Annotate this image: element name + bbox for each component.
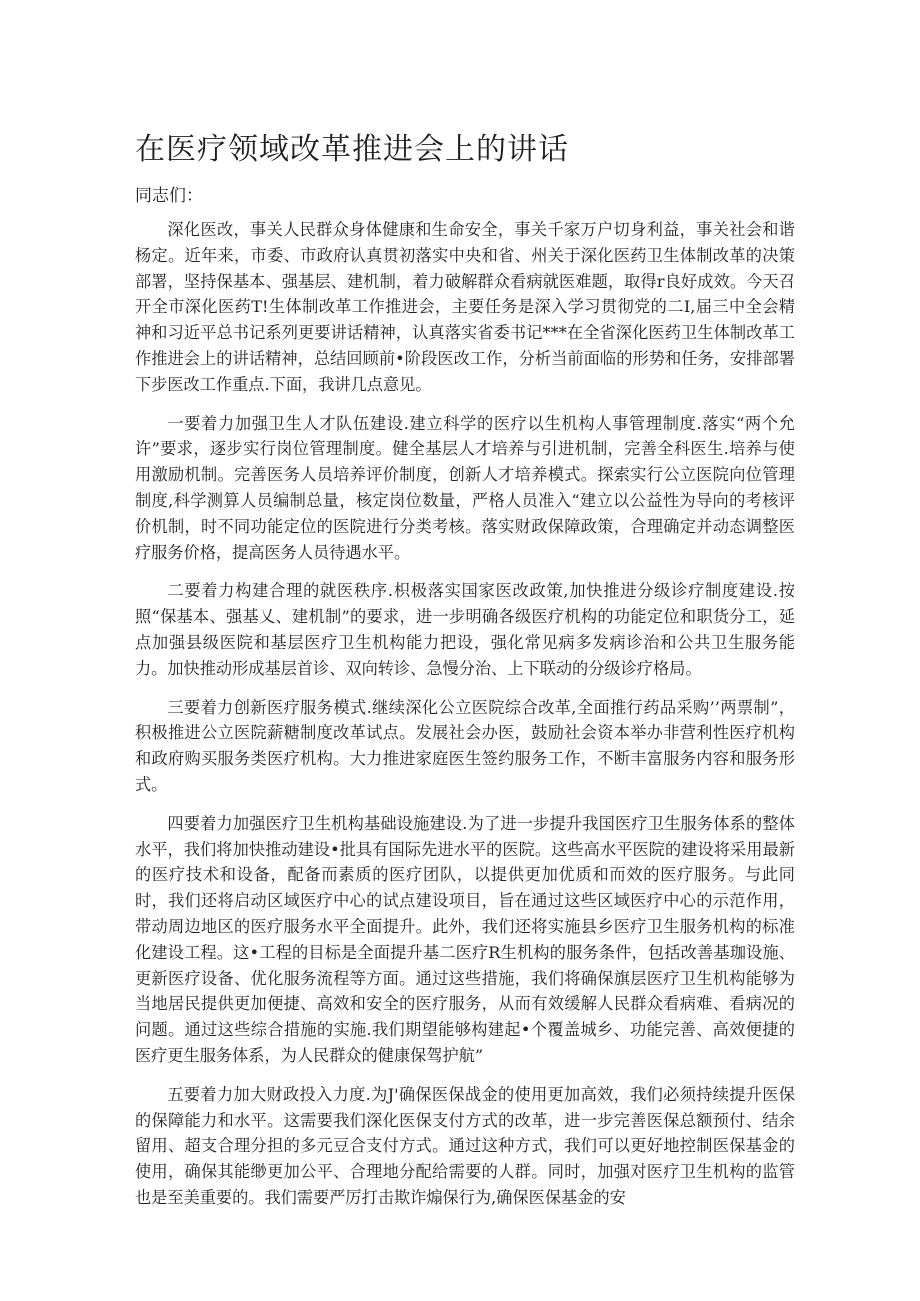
paragraph-service-model: 三要着力创新医疗服务模式.继续深化公立医院综合改革,全面推行药品采购’’两票制”，积极推进公立医院薪糖制度改革试点。发展社会办医，鼓励社会资本举办非营利性医疗机构和政府购买服务类医疗机构。大力推进家庭医生签约服务工作，不断丰富服务内容和服务形式。 — [135, 697, 795, 794]
paragraph-order: 二要着力构建合理的就医秩序.枳极落实国家医改政策,加快推进分级诊疗制度建设.按照“保基本、强基乂、建机制”的要求，进一步明确各级医疗机构的功能定位和职货分工，延点加强县级医院和基层医疗卫生机构能力把设，强化常见病多发病诊治和公共卫生服务能力。加快推动形成基层首诊、双向转诊、急慢分治、上下联动的分级诊疗格局。 — [135, 581, 795, 678]
document-title: 在医疗领域改革推进会上的讲话 — [135, 132, 569, 167]
paragraph-talent: 一要着力加强卫生人才队伍建设.建立科学的医疗以生机构人事管理制度.落实“两个允许”要求，逐步实行岗位管理制度。健全基层人才培养与引进机制，完善全科医生.培养与使用激励机制。完善医务人员培养评价制度，创新人才培养模式。探索实行公立医院向位管理制度,科学测算人员编制总量，核定岗位数量，严格人员准入“建立以公益性为导向的考核评价机制，时不同功能定位的医院进行分类考核。落实财政保障政策，合理确定并动态调整医疗服务价格，提高医务人员待遇水平。 — [135, 413, 795, 562]
paragraph-finance: 五要着力加大财政投入力度.为J'确保医保战金的使用更加高效，我们必须持续提升医保的保障能力和水平。这需要我们深化医保支付方式的改革，进一步完善医保总额预付、结余留用、超支合理分担的多元豆合支付方式。通过这种方式，我们可以更好地控制医保基金的使用，确保其能缈更加公平、合理地分配给需要的人群。同时，加强对医疗卫生机构的监管也是至美重要的。我们需要严厉打击欺诈煽保行为,确保医保基金的安 — [135, 1084, 795, 1207]
document-body — [135, 217, 795, 1224]
paragraph-infrastructure: 四要着力加强医疗卫生机构基础设施建设.为了进一步提升我国医疗卫生服务体系的整体水平，我们将加快推动建设•批具有国际先进水平的医院。这些高水平医院的建设将采用最新的医疗技术和设备，配备而素质的医疗团队，以提供更加优质和而效的医疗服务。与此同时，我们还将启动区域医疗中心的试点建设项目，旨在通过这些区域医疗中心的示范作用，带动周边地区的医疗服务水平全面提升。此外，我们还将实施县乡医疗卫生服务机构的标准化建设工程。这•工程的目标是全面提升基二医疗R生机构的服务条件，包括改善基珈设施、更新医疗设备、优化服务流程等方面。通过这些措施，我们将确保旗层医疗卫生机构能够为当地居民提供更加便捷、高效和安全的医疗服务，从而有效缓解人民群众看病难、看病况的问题。通过这些综合措施的实施.我们期望能够构建起•个覆盖城乡、功能完善、高效便捷的医疗更生服务体系，为人民群众的健康保驾护航” — [135, 813, 795, 1065]
paragraph-intro: 深化医改，事关人民群众身体健康和生命安全，事关千家万户切身利益，事关社会和谐杨定。近年来，市委、市政府认真贯初落实中央和省、州关于深化医药卫生体制改革的决策部署，坚持保基本、强基层、建机制，着力破解群众看病就医难题，取得r良好成效。今天召开全市深化医药T!生体制改革工作推进会，主要任务是深入学习贯彻党的二I,届三中全会精神和习近平总书记系列更要讲话精神，认真落实省委书记***在全省深化医药卫生体制改革工作推进会上的讲话精神，总结回顾前•阶段医改工作，分析当前面临的形势和任务，安排部署下步医改工作重点.下面，我讲几点意见。 — [135, 220, 795, 394]
greeting-line: 同志们： — [135, 186, 203, 206]
